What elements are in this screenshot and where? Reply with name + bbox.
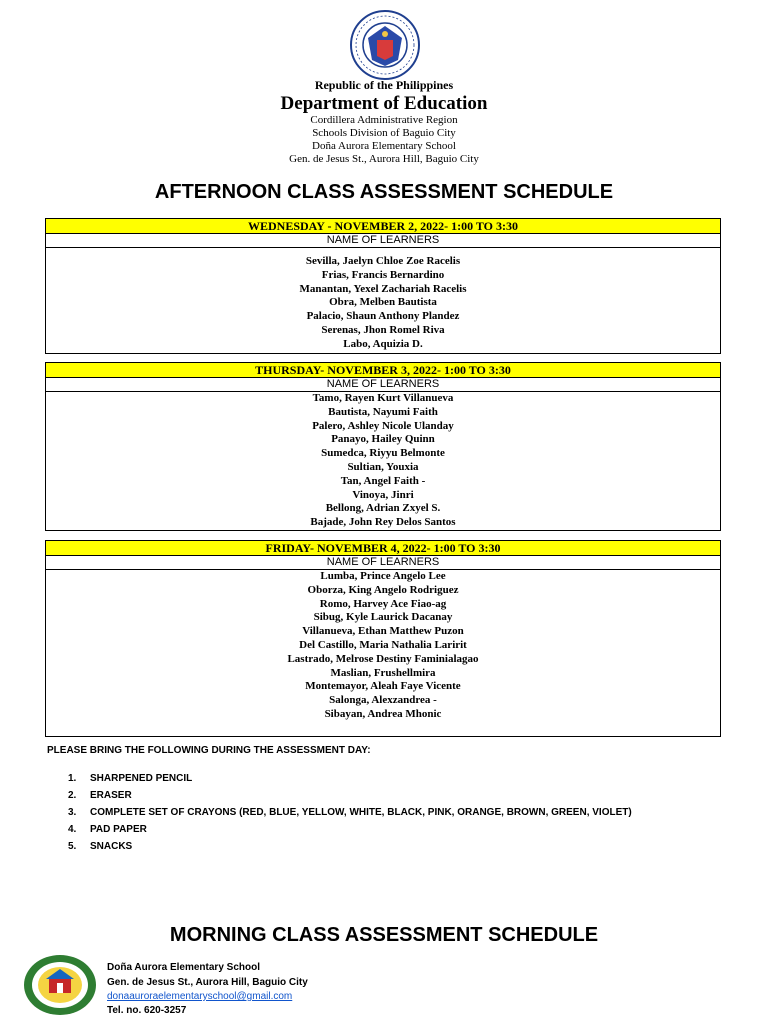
learner-name: Sibug, Kyle Laurick Dacanay <box>313 611 453 624</box>
list-item: 3. COMPLETE SET OF CRAYONS (RED, BLUE, YELLOW, WHITE, BLACK, PINK, ORANGE, BROWN, GREEN, VIOLET) <box>68 807 632 818</box>
learner-name: Salonga, Alexzandrea - <box>329 694 437 707</box>
address-line: Gen. de Jesus St., Aurora Hill, Baguio City <box>289 153 479 165</box>
learner-name: Romo, Harvey Ace Fiao-ag <box>319 597 447 610</box>
list-item: 4. PAD PAPER <box>68 824 147 835</box>
learner-name: Sumedca, Riyyu Belmonte <box>321 447 445 460</box>
learner-name: Bellong, Adrian Zxyel S. <box>325 502 441 515</box>
learner-name: Del Castillo, Maria Nathalia Laririt <box>299 638 467 651</box>
footer-telephone: Tel. no. 620-3257 <box>107 1005 187 1016</box>
learner-name: Oborza, King Angelo Rodriguez <box>307 583 459 596</box>
learner-name: Tan, Angel Faith - <box>340 474 426 487</box>
republic-line: Republic of the Philippines <box>314 78 454 92</box>
bring-heading: PLEASE BRING THE FOLLOWING DURING THE ASSESSMENT DAY: <box>47 745 371 756</box>
afternoon-schedule-title: AFTERNOON CLASS ASSESSMENT SCHEDULE <box>154 181 614 203</box>
learner-name: Panayo, Hailey Quinn <box>331 433 435 446</box>
learner-name: Sibayan, Andrea Mhonic <box>324 707 442 720</box>
region-line: Cordillera Administrative Region <box>310 114 458 126</box>
list-item: 2. ERASER <box>68 790 132 801</box>
list-item: 1. SHARPENED PENCIL <box>68 773 193 784</box>
footer-email-link[interactable]: donaauroraelementaryschool@gmail.com <box>107 991 293 1002</box>
school-line: Doña Aurora Elementary School <box>312 140 456 152</box>
learner-name: Villanueva, Ethan Matthew Puzon <box>302 625 464 638</box>
learner-name: Frias, Francis Bernardino <box>321 268 445 281</box>
schedule-table-thursday <box>45 362 721 531</box>
morning-schedule-title: MORNING CLASS ASSESSMENT SCHEDULE <box>169 924 599 946</box>
learner-name: Manantan, Yexel Zachariah Racelis <box>299 282 467 295</box>
day-header: WEDNESDAY - NOVEMBER 2, 2022- 1:00 TO 3:30 <box>46 219 720 234</box>
day-header: THURSDAY- NOVEMBER 3, 2022- 1:00 TO 3:30 <box>46 363 720 378</box>
department-title: Department of Education <box>280 93 488 114</box>
column-header: NAME OF LEARNERS <box>46 234 720 248</box>
learner-name: Sevilla, Jaelyn Chloe Zoe Racelis <box>305 255 461 267</box>
bring-list <box>68 772 632 857</box>
footer-school-name: Doña Aurora Elementary School <box>107 962 260 973</box>
learner-name: Tamo, Rayen Kurt Villanueva <box>312 392 454 404</box>
learner-name: Bautista, Nayumi Faith <box>328 405 438 418</box>
learner-name: Vinoya, Jinri <box>352 488 414 501</box>
learner-name: Palacio, Shaun Anthony Plandez <box>306 310 460 323</box>
schedule-table-wednesday <box>45 218 721 354</box>
learner-name: Maslian, Frushellmira <box>330 666 436 679</box>
learner-name: Lumba, Prince Angelo Lee <box>320 570 446 582</box>
schedule-table-friday <box>45 540 721 737</box>
learner-name: Lastrado, Melrose Destiny Faminialagao <box>287 652 479 665</box>
day-header: FRIDAY- NOVEMBER 4, 2022- 1:00 TO 3:30 <box>46 541 720 556</box>
learner-name: Montemayor, Aleah Faye Vicente <box>305 680 461 693</box>
school-logo-icon <box>22 953 98 1017</box>
learner-name: Sultian, Youxia <box>347 460 419 473</box>
deped-seal-icon <box>350 10 420 80</box>
footer-address: Gen. de Jesus St., Aurora Hill, Baguio City <box>107 977 308 988</box>
learner-name: Labo, Aquizia D. <box>343 337 423 350</box>
learner-name: Palero, Ashley Nicole Ulanday <box>312 419 454 432</box>
learner-name: Obra, Melben Bautista <box>329 296 437 309</box>
column-header: NAME OF LEARNERS <box>46 378 720 392</box>
column-header: NAME OF LEARNERS <box>46 556 720 570</box>
learner-name: Serenas, Jhon Romel Riva <box>321 323 445 336</box>
list-item: 5. SNACKS <box>68 841 133 852</box>
learner-name: Bajade, John Rey Delos Santos <box>310 516 456 529</box>
division-line: Schools Division of Baguio City <box>312 127 456 139</box>
